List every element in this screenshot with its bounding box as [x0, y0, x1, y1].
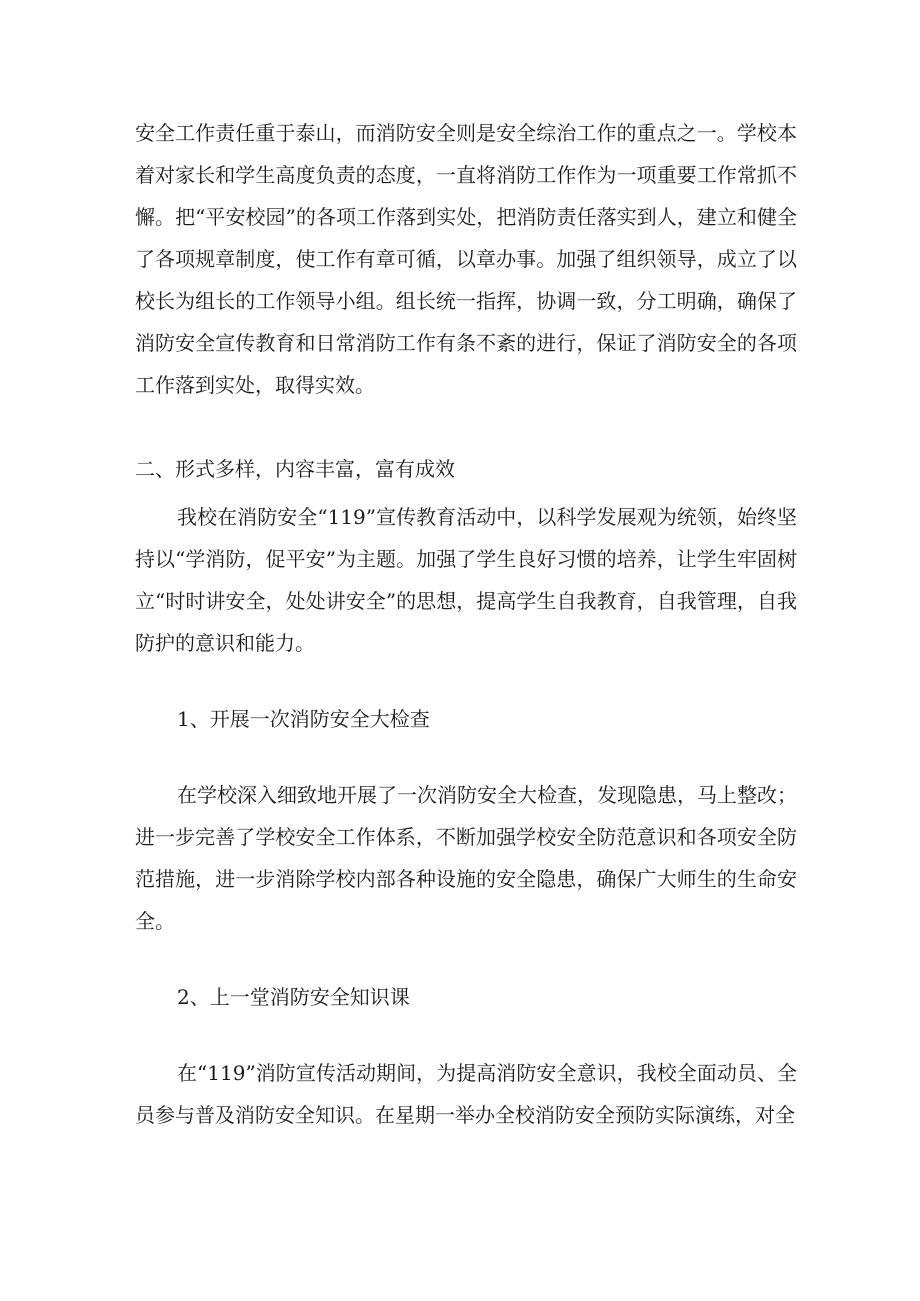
- paragraph-safety-lesson: 在“119”消防宣传活动期间，为提高消防安全意识，我校全面动员、全员参与普及消防安全知识。在星期一举办全校消防安全预防实际演练，对全: [135, 1061, 797, 1127]
- paragraph-safety-inspection: 在学校深入细致地开展了一次消防安全大检查，发现隐患，马上整改；进一步完善了学校安全工作体系，不断加强学校安全防范意识和各项安全防范措施，进一步消除学校内部各种设施的安全隐患，确保广大师生的生命安全。: [135, 783, 797, 933]
- subheading-safety-inspection: 1、开展一次消防安全大检查: [177, 707, 430, 731]
- paragraph-safety-responsibility: 安全工作责任重于泰山，而消防安全则是安全综治工作的重点之一。学校本着对家长和学生高度负责的态度，一直将消防工作作为一项重要工作常抓不懈。把“平安校园”的各项工作落到实处，把消防责任落实到人，建立和健全了各项规章制度，使工作有章可循，以章办事。加强了组织领导，成立了以校长为组长的工作领导小组。组长统一指挥，协调一致，分工明确，确保了消防安全宣传教育和日常消防工作有条不紊的进行，保证了消防安全的各项工作落到实处，取得实效。: [135, 121, 797, 397]
- section-heading-two: 二、形式多样，内容丰富，富有成效: [135, 457, 455, 481]
- subheading-safety-lesson: 2、上一堂消防安全知识课: [177, 985, 410, 1009]
- paragraph-119-campaign: 我校在消防安全“119”宣传教育活动中，以科学发展观为统领，始终坚持以“学消防，促平安”为主题。加强了学生良好习惯的培养，让学生牢固树立“时时讲安全，处处讲安全”的思想，提高学生自我教育，自我管理，自我防护的意识和能力。: [135, 505, 797, 655]
